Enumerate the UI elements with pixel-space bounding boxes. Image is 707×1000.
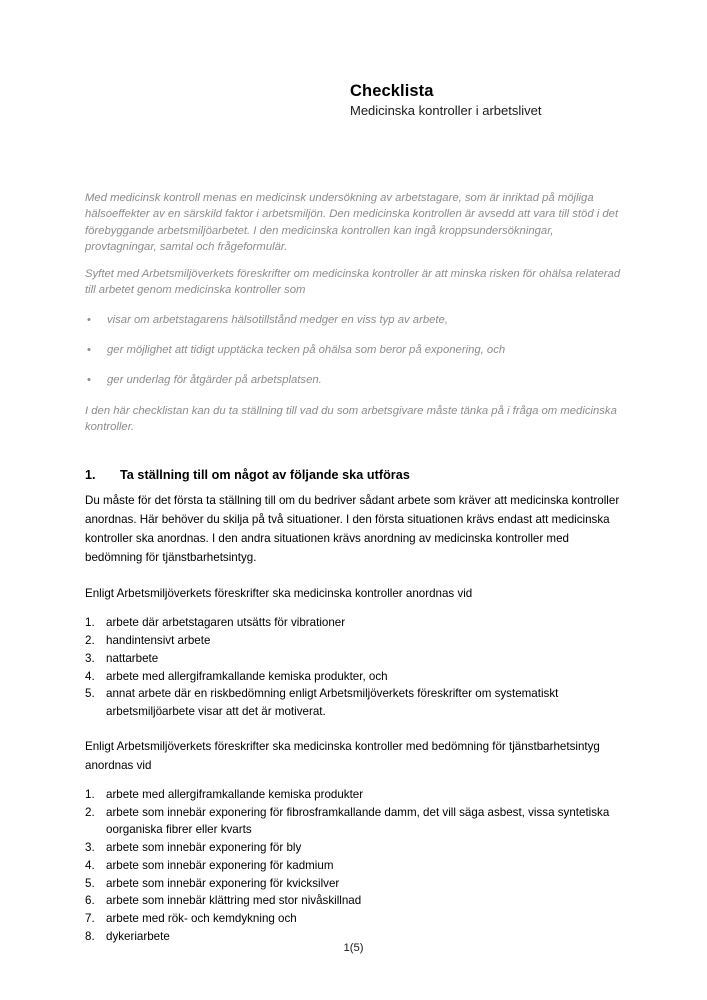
list-item-number: 7. (85, 912, 95, 926)
list-item (85, 342, 622, 358)
list-item-number: 2. (85, 634, 95, 648)
intro-paragraph-3: I den här checklistan kan du ta ställning till vad du som arbetsgivare måste tänka på i fråga om medicinska kontroller. (85, 404, 617, 433)
list-item-number: 4. (85, 858, 95, 872)
list-item-label: dykeriarbete (106, 929, 170, 943)
list-item (85, 650, 622, 667)
list-item (85, 839, 622, 856)
section-title: Ta ställning till om något av följande ska utföras (120, 468, 410, 483)
intro-paragraph-2: Syftet med Arbetsmiljöverkets föreskrifter om medicinska kontroller är att minska risken för ohälsa relaterad till arbetet genom medicinska kontroller som (85, 268, 621, 297)
list-item-label: annat arbete där en riskbedömning enligt Arbetsmiljöverkets föreskrifter om systematiskt arbetsmiljöarbete visar att det är motiverat. (106, 687, 559, 718)
intro-paragraph-1: Med medicinsk kontroll menas en medicinsk undersökning av arbetstagare, som är inriktad på möjliga hälsoeffekter av en särskild faktor i arbetsmiljön. Den medicinska kontrollen är avsedd att vara till stöd i det förebyggande arbetsmiljöarbetet. I den medicinska kontrollen kan ingå kroppsundersökningar, provtagningar, samtal och frågeformulär. (85, 192, 619, 253)
list-item-label: arbete som innebär exponering för fibrosframkallande damm, det vill säga asbest, vissa syntetiska oorganiska fibrer eller kvarts (106, 805, 610, 837)
list-item-label: arbete med allergiframkallande kemiska produkter (106, 788, 364, 802)
bullet-icon: • (87, 344, 91, 357)
list-item-label: visar om arbetstagarens hälsotillstånd medger en viss typ av arbete, (107, 313, 448, 326)
list-item-number: 8. (85, 929, 95, 943)
list-item-number: 3. (85, 651, 95, 665)
bullet-icon: • (87, 313, 91, 326)
list-item-label: nattarbete (106, 651, 159, 665)
numbered-list-a (85, 614, 622, 720)
list-item (85, 857, 622, 874)
list-item-label: arbete med rök- och kemdykning och (106, 912, 297, 926)
list-item-label: ger möjlighet att tidigt upptäcka tecken på ohälsa som beror på exponering, och (107, 344, 506, 357)
list-item-label: arbete som innebär exponering för kvicksilver (106, 876, 340, 890)
numbered-list-b (85, 786, 622, 945)
section-1-heading (85, 468, 622, 482)
list-item-number: 6. (85, 894, 95, 908)
list-item (85, 875, 622, 892)
page-subtitle: Medicinska kontroller i arbetslivet (350, 103, 542, 118)
list-a-lead-in: Enligt Arbetsmiljöverkets föreskrifter ska medicinska kontroller anordnas vid (85, 587, 473, 601)
list-item (85, 910, 622, 927)
intro-bullet-list (85, 312, 622, 389)
list-item (85, 786, 622, 803)
list-item-number: 2. (85, 805, 95, 819)
document-title-block (350, 82, 650, 119)
list-item (85, 804, 622, 839)
list-item-number: 3. (85, 840, 95, 854)
list-item (85, 632, 622, 649)
list-item-number: 1. (85, 788, 95, 802)
list-item-label: arbete med allergiframkallande kemiska produkter, och (106, 669, 388, 683)
list-item-number: 4. (85, 669, 95, 683)
list-item (85, 685, 622, 720)
list-item-number: 5. (85, 876, 95, 890)
list-item-label: handintensivt arbete (106, 634, 211, 648)
document-content (85, 190, 622, 962)
list-item-number: 5. (85, 687, 95, 701)
section-1-body: Du måste för det första ta ställning till om du bedriver sådant arbete som kräver att medicinska kontroller anordnas. Här behöver du skilja på två situationer. I den första situationen krävs endast att medicinska kontroller ska anordnas. I den andra situationen krävs anordning av medicinska kontroller med bedömning för tjänstbarhetsintyg. (85, 494, 620, 565)
bullet-icon: • (87, 374, 91, 387)
list-item-label: ger underlag för åtgärder på arbetsplatsen. (107, 374, 322, 387)
list-item-label: arbete som innebär exponering för kadmium (106, 858, 334, 872)
list-item-label: arbete som innebär exponering för bly (106, 840, 302, 854)
list-item-label: arbete som innebär klättring med stor nivåskillnad (106, 894, 362, 908)
list-item-number: 1. (85, 616, 95, 630)
page-title: Checklista (350, 82, 434, 100)
page-footer: 1(5) (343, 942, 364, 954)
list-item (85, 892, 622, 909)
list-item (85, 614, 622, 631)
list-item (85, 372, 622, 388)
section-number: 1. (85, 468, 96, 483)
list-item (85, 312, 622, 328)
list-item-label: arbete där arbetstagaren utsätts för vibrationer (106, 616, 346, 630)
list-item (85, 668, 622, 685)
list-b-lead-in: Enligt Arbetsmiljöverkets föreskrifter ska medicinska kontroller med bedömning för tjänstbarhetsintyg anordnas vid (85, 740, 600, 773)
